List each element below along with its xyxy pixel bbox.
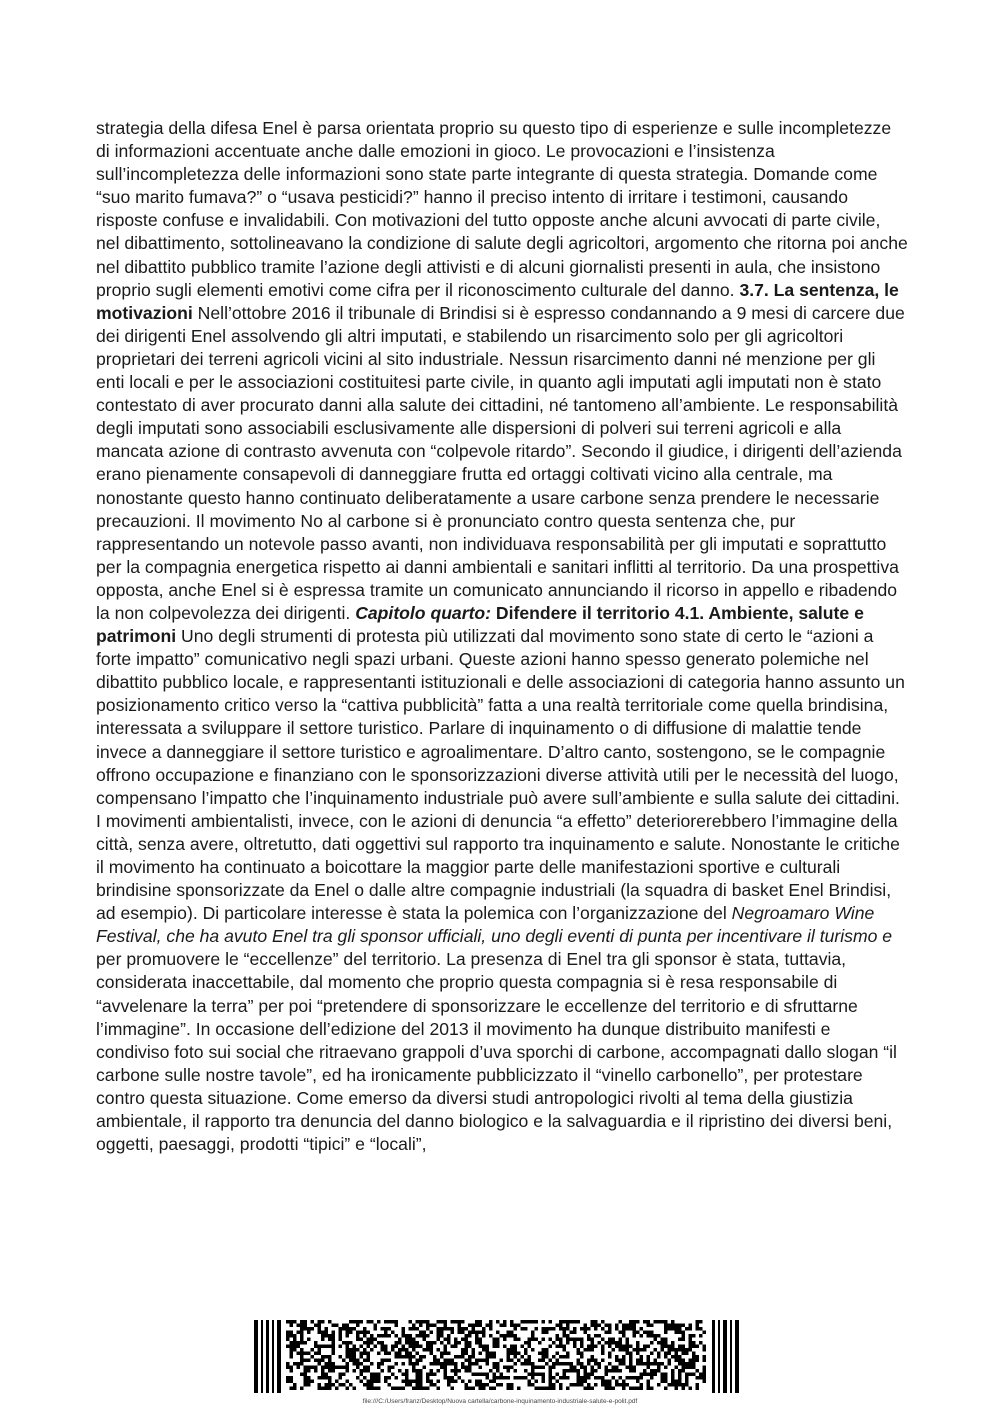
text-run: per promuovere le “eccellenze” del territorio. La presenza di Enel tra gli sponsor è stata, tuttavia, considerata inaccettabile, dal momento che proprio questa compagnia si è resa responsabile di “avvelenare la terra” per poi “pretendere di sponsorizzare le eccellenze del territorio e di sfruttarne l’immagine”. In occasione dell’edizione del 2013 il movimento ha dunque distribuito manifesti e condiviso foto sui social che ritraevano grappoli d’uva sporchi di carbone, accompagnati dallo slogan “il carbone sulle nostre tavole”, ed ha ironicamente pubblicizzato il “vinello carbonello”, per protestare contro questa situazione. Come emerso da diversi studi antropologici rivolti al tema della giustizia ambientale, il rapporto tra denuncia del danno biologico e la salvaguardia e il ripristino dei diversi beni, oggetti, paesaggi, prodotti “tipici” e “locali”, (96, 949, 897, 1155)
section-heading-3-7: 3.7. La sentenza, le motivazioni (96, 279, 899, 323)
text-run: Nell’ottobre 2016 il tribunale di Brindisi si è espresso condannando a 9 mesi di carcere due dei dirigenti Enel assolvendo gli altri imputati, e stabilendo un risarcimento solo per gli agricoltori proprietari dei terreni agricoli vicini al sito industriale. Nessun risarcimento danni né menzione per gli enti locali e per le associazioni costituitesi parte civile, in quanto agli imputati agli imputati non è stato contestato di aver procurato danni alla salute dei cittadini, né tantomeno all’ambiente. Le responsabilità degli imputati sono associabili esclusivamente alle dispersioni di polveri sui terreni agricoli e alla mancata azione di contrasto avvenuta con “colpevole ritardo”. Secondo il giudice, i dirigenti dell’azienda erano pienamente consapevoli di danneggiare frutta ed ortaggi coltivati vicino alla centrale, ma nonostante questo hanno continuato deliberatamente a usare carbone senza prendere le necessarie precauzioni. Il movimento No al carbone si è pronunciato contro questa sentenza che, pur rappresentando un notevole passo avanti, non individuava responsabilità per gli imputati e soprattutto per la compagnia energetica rispetto ai danni ambientali e sanitari inflitti al territorio. Da una prospettiva opposta, anche Enel si è espressa tramite un comunicato annunciando il ricorso in appello e ribadendo la non colpevolezza dei dirigenti. (96, 302, 905, 623)
chapter-title: Capitolo quarto: (355, 602, 492, 623)
chapter-label (355, 603, 491, 623)
section-heading-4-1: Difendere il territorio 4.1. Ambiente, salute e patrimoni (96, 602, 864, 647)
body-paragraph (96, 117, 908, 1156)
festival-mention: Negroamaro Wine Festival, che ha avuto Enel tra gli sponsor ufficiali, uno degli eventi di punta per incentivare il turismo e (96, 903, 893, 947)
text-run: strategia della difesa Enel è parsa orientata proprio su questo tipo di esperienze e sulle incompletezze di informazioni accentuate anche dalle emozioni in gioco. Le provocazioni e l’insistenza sull’incompletezza delle informazioni sono state parte integrante di questa strategia. Domande come “suo marito fumava?” o “usava pesticidi?” hanno il preciso intento di irritare i testimoni, causando risposte confuse e invalidabili. Con motivazioni del tutto opposte anche alcuni avvocati di parte civile, nel dibattimento, sottolineavano la condizione di salute degli agricoltori, argomento che ritorna poi anche nel dibattito pubblico tramite l’azione degli attivisti e di alcuni giornalisti presenti in aula, che insistono proprio sugli elementi emotivi come cifra per il riconoscimento culturale del danno. (96, 118, 908, 300)
file-path-footer: file:///C:/Users/franz/Desktop/Nuova cartella/carbone-inquinamento-industriale-salute-e-polit.pdf (362, 1398, 638, 1405)
2d-barcode-icon (254, 1320, 743, 1393)
page-body (96, 117, 908, 1156)
text-run: Uno degli strumenti di protesta più utilizzati dal movimento sono state di certo le “azioni a forte impatto” comunicativo negli spazi urbani. Queste azioni hanno spesso generato polemiche nel dibattito pubblico locale, e rappresentanti istituzionali e delle associazioni di categoria hanno assunto un posizionamento critico verso la “cattiva pubblicità” fatta a una realtà territoriale come quella brindisina, interessata a sviluppare il settore turistico. Parlare di inquinamento o di diffusione di malattie tende invece a danneggiare il settore turistico e agroalimentare. D’altro canto, sostengono, se le compagnie offrono occupazione e finanziano con le sponsorizzazioni diverse attività utili per le necessità del luogo, compensano l’impatto che l’inquinamento industriale può avere sull’ambiente e sulla salute dei cittadini. I movimenti ambientalisti, invece, con le azioni di denuncia “a effetto” deteriorerebbero l’immagine della città, senza avere, oltretutto, dati oggettivi sul rapporto tra inquinamento e salute. Nonostante le critiche il movimento ha continuato a boicottare la maggior parte delle manifestazioni sportive e culturali brindisine sponsorizzate da Enel o dalle altre compagnie industriali (la squadra di basket Enel Brindisi, ad esempio). Di particolare interesse è stata la polemica con l’organizzazione del (96, 626, 905, 924)
